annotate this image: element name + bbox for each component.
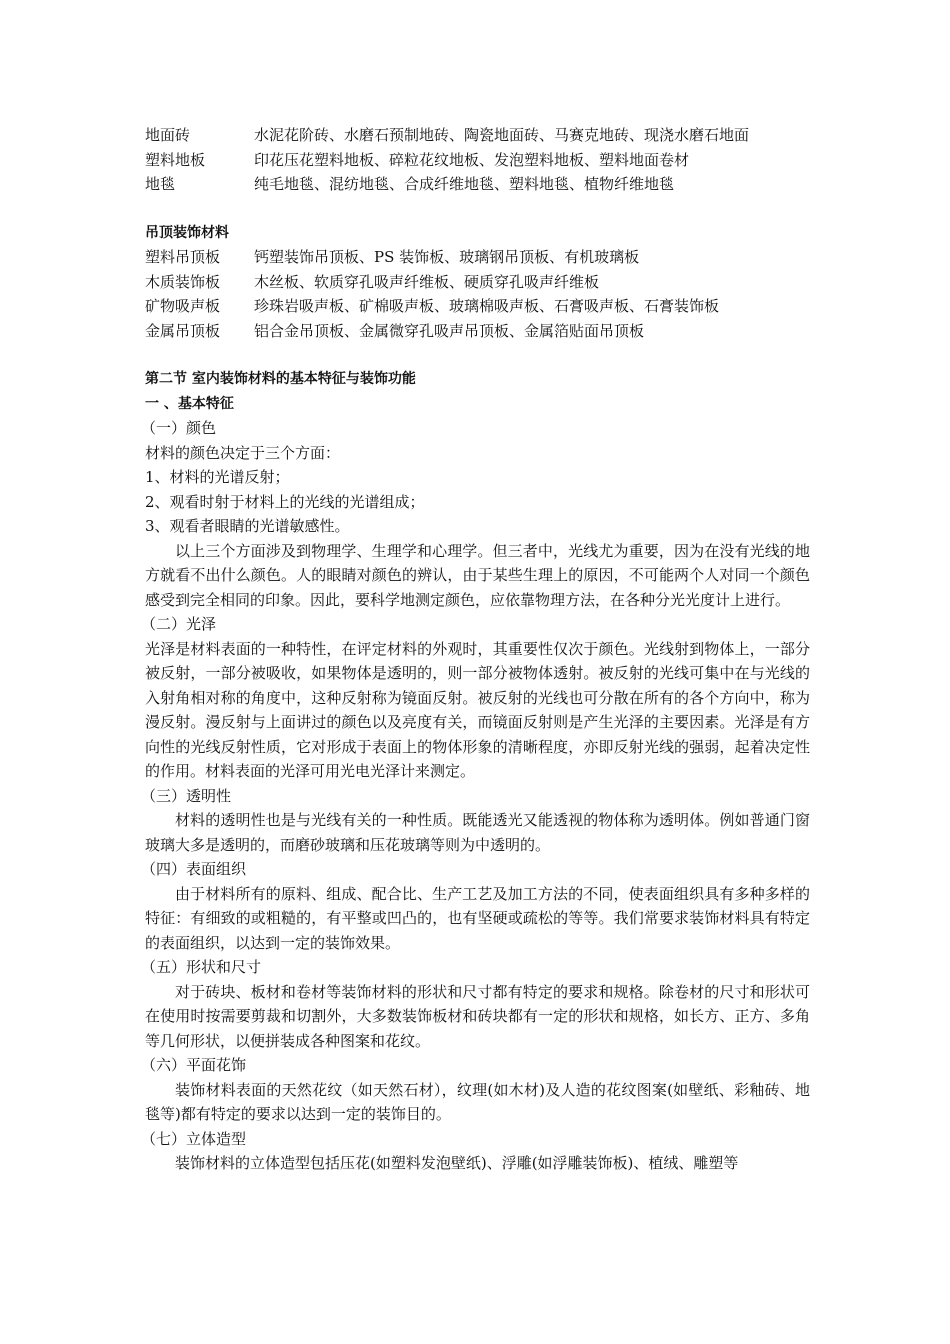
list-item: 2、观看时射于材料上的光线的光谱组成； xyxy=(145,492,425,511)
list-item xyxy=(145,148,810,173)
material-term: 地毯 xyxy=(145,175,176,193)
paragraph-line: 材料的颜色决定于三个方面： xyxy=(145,443,341,462)
material-desc: 印花压花塑料地板、碎粒花纹地板、发泡塑料地板、塑料地面卷材 xyxy=(254,150,690,169)
material-term: 塑料地板 xyxy=(145,150,206,169)
material-desc: 珍珠岩吸声板、矿棉吸声板、玻璃棉吸声板、石膏吸声板、石膏装饰板 xyxy=(254,297,720,315)
document-page xyxy=(141,123,810,1176)
list-item xyxy=(145,172,810,197)
subsection-heading: （五）形状和尺寸 xyxy=(141,958,262,976)
material-desc: 纯毛地毯、混纺地毯、合成纤维地毯、塑料地毯、植物纤维地毯 xyxy=(254,175,675,193)
material-desc: 水泥花阶砖、水磨石预制地砖、陶瓷地面砖、马赛克地砖、现浇水磨石地面 xyxy=(254,126,750,144)
list-item xyxy=(145,270,810,295)
subsection-heading: （七）立体造型 xyxy=(141,1129,247,1148)
spacer xyxy=(145,343,810,367)
subsection-heading: （三）透明性 xyxy=(141,786,232,805)
floor-materials-list xyxy=(145,123,810,197)
paragraph: 光泽是材料表面的一种特性，在评定材料的外观时，其重要性仅次于颜色。光线射到物体上，一部分被反射，一部分被吸收，如果物体是透明的，则一部分被物体透射。被反射的光线可集中在与光线的入射角相对称的角度中，这种反射称为镜面反射。被反射的光线也可分散在所有的各个方向中，称为漫反射。漫反射与上面讲过的颜色以及亮度有关，而镜面反射则是产生光泽的主要因素。光泽是有方向性的光线反射性质，它对形成于表面上的物体形象的清晰程度，亦即反射光线的强弱，起着决定性的作用。材料表面的光泽可用光电光泽计来测定。 xyxy=(145,639,810,780)
list-item xyxy=(145,123,810,148)
list-item xyxy=(145,319,810,344)
paragraph: 材料的透明性也是与光线有关的一种性质。既能透光又能透视的物体称为透明体。例如普通门窗玻璃大多是透明的，而磨砂玻璃和压花玻璃等则为中透明的。 xyxy=(145,811,810,854)
subsection-heading: （六）平面花饰 xyxy=(141,1056,247,1074)
subsection-heading: （四）表面组织 xyxy=(141,860,247,878)
material-term: 地面砖 xyxy=(145,126,191,144)
material-term: 金属吊顶板 xyxy=(145,321,221,340)
section-title: 第二节 室内装饰材料的基本特征与装饰功能 xyxy=(145,371,416,387)
material-term: 木质装饰板 xyxy=(145,272,221,291)
subsection-heading: （一）颜色 xyxy=(141,419,217,437)
ceiling-materials-list xyxy=(145,245,810,343)
material-term: 矿物吸声板 xyxy=(145,297,221,315)
paragraph: 装饰材料表面的天然花纹（如天然石材），纹理(如木材)及人造的花纹图案(如壁纸、彩釉砖、地毯等)都有特定的要求以达到一定的装饰目的。 xyxy=(145,1080,810,1123)
list-item: 1、材料的光谱反射； xyxy=(145,468,290,486)
paragraph: 以上三个方面涉及到物理学、生理学和心理学。但三者中，光线尤为重要，因为在没有光线的地方就看不出什么颜色。人的眼睛对颜色的辨认，由于某些生理上的原因，不可能两个人对同一个颜色感受到完全相同的印象。因此，要科学地测定颜色，应依靠物理方法，在各种分光光度计上进行。 xyxy=(145,541,810,609)
list-item xyxy=(145,245,810,270)
paragraph: 由于材料所有的原料、组成、配合比、生产工艺及加工方法的不同，使表面组织具有多种多样的特征：有细致的或粗糙的，有平整或凹凸的，也有坚硬或疏松的等等。我们常要求装饰材料具有特定的表面组织，以达到一定的装饰效果。 xyxy=(145,884,810,952)
spacer xyxy=(145,197,810,221)
material-term: 塑料吊顶板 xyxy=(145,248,221,266)
part-title: 一 、基本特征 xyxy=(145,395,234,412)
list-item xyxy=(145,294,810,319)
material-desc: 木丝板、软质穿孔吸声纤维板、硬质穿孔吸声纤维板 xyxy=(254,272,600,291)
subsection-heading: （二）光泽 xyxy=(141,615,217,633)
material-desc: 铝合金吊顶板、金属微穿孔吸声吊顶板、金属箔贴面吊顶板 xyxy=(254,321,645,340)
list-item: 3、观看者眼睛的光谱敏感性。 xyxy=(145,517,350,535)
ceiling-materials-title: 吊顶装饰材料 xyxy=(145,224,229,241)
paragraph: 对于砖块、板材和卷材等装饰材料的形状和尺寸都有特定的要求和规格。除卷材的尺寸和形状可在使用时按需要剪裁和切割外，大多数装饰板材和砖块都有一定的形状和规格，如长方、正方、多角等几何形状，以便拼装成各种图案和花纹。 xyxy=(145,982,810,1050)
material-desc: 钙塑装饰吊顶板、PS 装饰板、玻璃钢吊顶板、有机玻璃板 xyxy=(254,248,640,266)
paragraph: 装饰材料的立体造型包括压花(如塑料发泡壁纸)、浮雕(如浮雕装饰板)、植绒、雕塑等 xyxy=(175,1154,739,1172)
